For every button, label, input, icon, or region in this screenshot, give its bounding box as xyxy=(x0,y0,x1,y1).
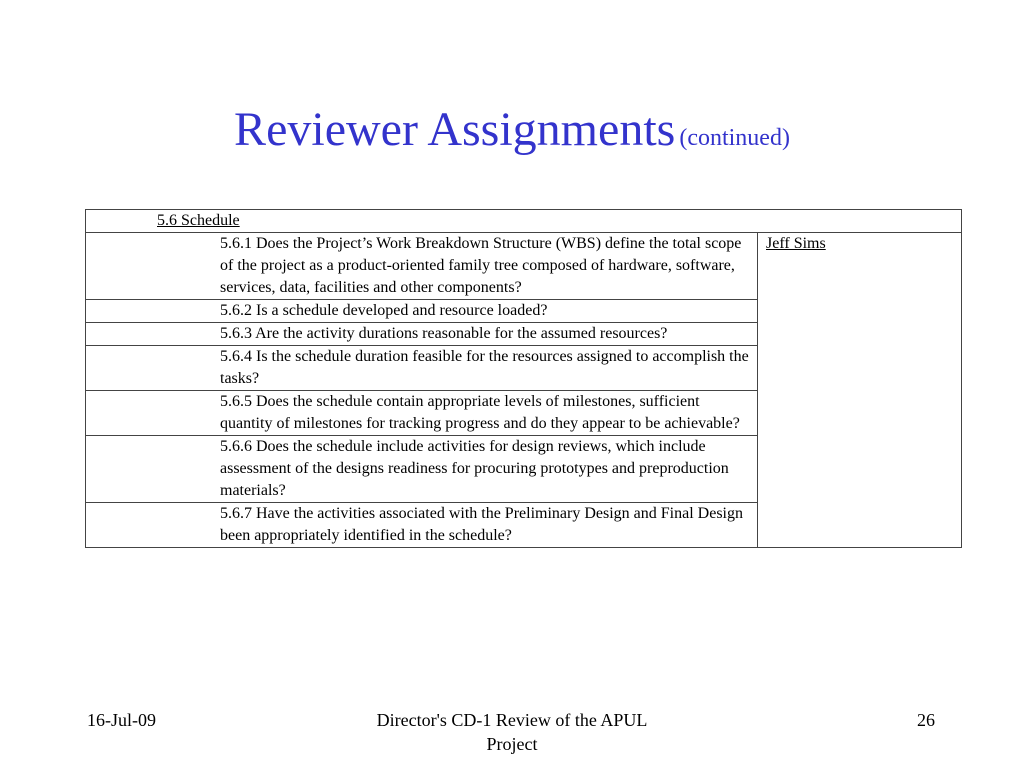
question-cell: 5.6.3 Are the activity durations reasonable for the assumed resources? xyxy=(86,323,758,346)
section-heading: 5.6 Schedule xyxy=(157,212,240,229)
question-cell: 5.6.7 Have the activities associated with the Preliminary Design and Final Design been appropriately identified in the schedule? xyxy=(86,503,758,548)
footer-title-line1: Director's CD-1 Review of the APUL xyxy=(376,710,648,730)
footer-title-line2: Project xyxy=(486,734,538,754)
question-cell: 5.6.6 Does the schedule include activities for design reviews, which include assessment of the designs readiness for procuring prototypes and preproduction materials? xyxy=(86,436,758,503)
slide-title-main: Reviewer Assignments xyxy=(234,103,676,156)
section-cell xyxy=(86,210,962,233)
question-cell: 5.6.1 Does the Project’s Work Breakdown Structure (WBS) define the total scope of the project as a product-oriented family tree composed of hardware, software, services, data, facilities and other components? xyxy=(86,233,758,300)
question-cell: 5.6.2 Is a schedule developed and resource loaded? xyxy=(86,300,758,323)
footer-date: 16-Jul-09 xyxy=(87,710,156,730)
section-row xyxy=(86,210,962,233)
slide-title xyxy=(0,103,1024,156)
slide-title-suffix: (continued) xyxy=(679,125,790,151)
question-row xyxy=(86,233,962,300)
question-cell: 5.6.5 Does the schedule contain appropriate levels of milestones, sufficient quantity of milestones for tracking progress and do they appear to be achievable? xyxy=(86,391,758,436)
footer-title xyxy=(312,708,712,756)
reviewer-table xyxy=(85,209,962,548)
reviewer-cell xyxy=(758,233,962,548)
question-cell: 5.6.4 Is the schedule duration feasible for the resources assigned to accomplish the tasks? xyxy=(86,346,758,391)
page-number: 26 xyxy=(917,710,935,730)
reviewer-name: Jeff Sims xyxy=(766,235,826,252)
